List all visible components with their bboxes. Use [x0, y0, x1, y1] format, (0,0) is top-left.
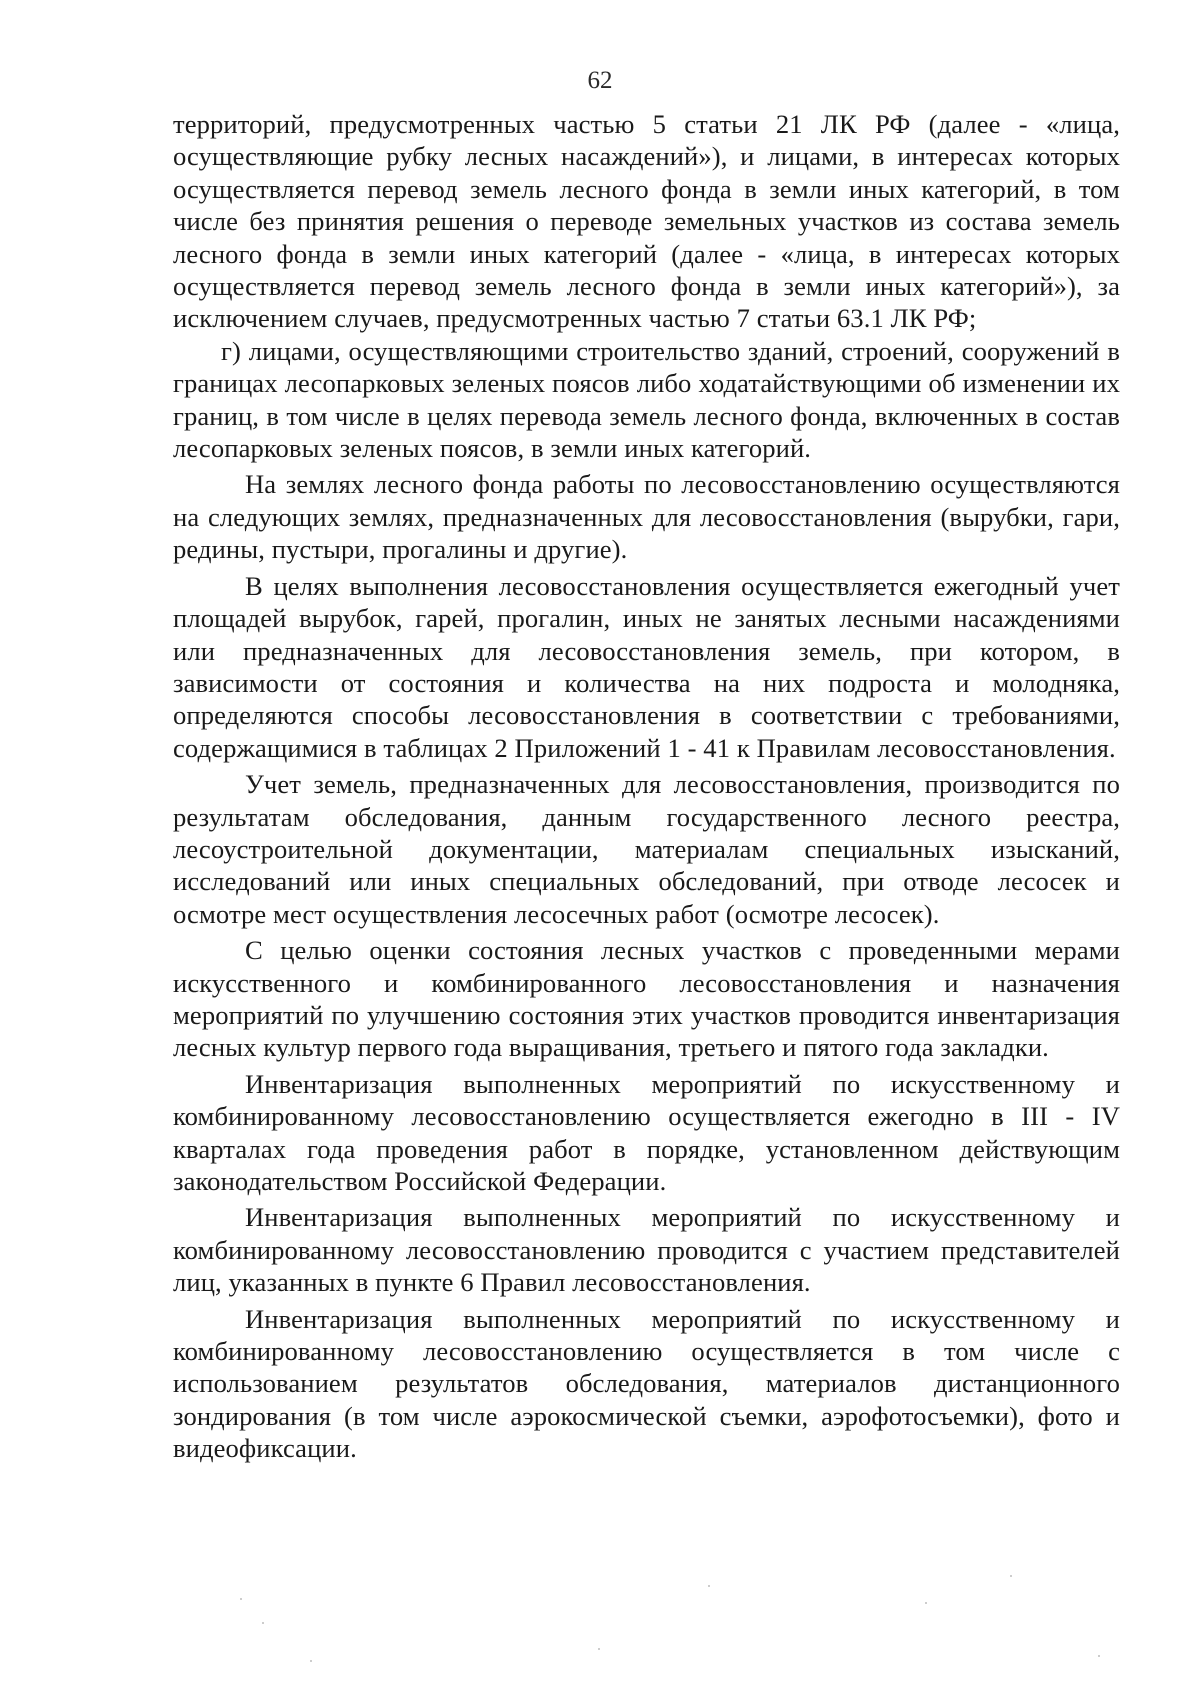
paragraph-condition-assessment: С целью оценки состояния лесных участков с проведенными мерами искусственного и комбинированного лесовосстановления и назначения мероприятий по улучшению состояния этих участков проводится инвентаризация лесных культур первого года выращивания, третьего и пятого года закладки. — [173, 935, 1120, 1063]
scan-speck — [1098, 1655, 1100, 1657]
paragraph-land-accounting: Учет земель, предназначенных для лесовосстановления, производится по результатам обследования, данным государственного лесного реестра, лесоустроительной документации, материалам специальных изысканий, исследований или иных специальных обследований, при отводе лесосек и осмотре мест осуществления лесосечных работ (осмотре лесосек). — [173, 769, 1120, 929]
scan-speck — [240, 1598, 242, 1600]
scan-speck — [925, 1602, 927, 1604]
scan-speck — [598, 1648, 600, 1650]
paragraph-inventory-participants: Инвентаризация выполненных мероприятий по искусственному и комбинированному лесовосстановлению проводится с участием представителей лиц, указанных в пункте 6 Правил лесовосстановления. — [173, 1202, 1120, 1298]
scan-speck — [708, 1585, 710, 1587]
scan-speck — [310, 1660, 312, 1662]
paragraph-inventory-schedule: Инвентаризация выполненных мероприятий по искусственному и комбинированному лесовосстановлению осуществляется ежегодно в III - IV кварталах года проведения работ в порядке, установленном действующим законодательством Российской Федерации. — [173, 1068, 1120, 1196]
paragraph-annual-accounting: В целях выполнения лесовосстановления осуществляется ежегодный учет площадей вырубок, гарей, прогалин, иных не занятых лесными насаждениями или предназначенных для лесовосстановления земель, при котором, в зависимости от состояния и количества на них подроста и молодняка, определяются способы лесовосстановления в соответствии с требованиями, содержащимися в таблицах 2 Приложений 1 - 41 к Правилам лесовосстановления. — [173, 570, 1120, 763]
scan-speck — [1010, 1575, 1012, 1577]
paragraph-subitem-g: г) лицами, осуществляющими строительство зданий, строений, сооружений в границах лесопарковых зеленых поясов либо ходатайствующими об изменении их границ, в том числе в целях перевода земель лесного фонда, включенных в состав лесопарковых зеленых поясов, в земли иных категорий. — [173, 335, 1120, 464]
document-body — [173, 108, 1120, 1465]
paragraph-inventory-methods: Инвентаризация выполненных мероприятий по искусственному и комбинированному лесовосстановлению осуществляется в том числе с использованием результатов обследования, материалов дистанционного зондирования (в том числе аэрокосмической съемки, аэрофотосъемки), фото и видеофиксации. — [173, 1303, 1120, 1464]
scan-speck — [262, 1622, 264, 1624]
page-number: 62 — [587, 67, 613, 94]
paragraph-lands: На землях лесного фонда работы по лесовосстановлению осуществляются на следующих землях, предназначенных для лесовосстановления (вырубки, гари, редины, пустыри, прогалины и другие). — [173, 469, 1120, 565]
paragraph-continuation: территорий, предусмотренных частью 5 статьи 21 ЛК РФ (далее - «лица, осуществляющие рубку лесных насаждений»), и лицами, в интересах которых осуществляется перевод земель лесного фонда в земли иных категорий, в том числе без принятия решения о переводе земельных участков из состава земель лесного фонда в земли иных категорий (далее - «лица, в интересах которых осуществляется перевод земель лесного фонда в земли иных категорий»), за исключением случаев, предусмотренных частью 7 статьи 63.1 ЛК РФ; — [173, 109, 1120, 334]
